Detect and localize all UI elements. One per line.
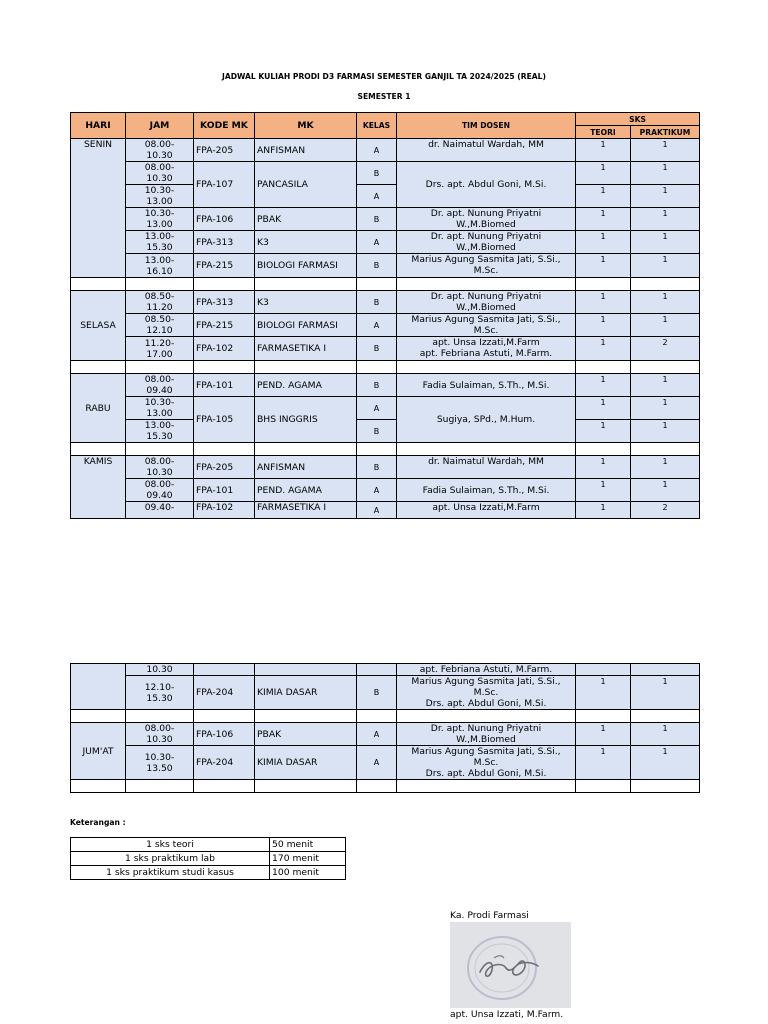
mk-cell: PEND. AGAMA (255, 374, 357, 397)
teori-cell: 1 (576, 502, 631, 519)
praktikum-cell (631, 664, 700, 676)
mk-cell: PBAK (255, 723, 357, 746)
teori-cell (576, 664, 631, 676)
spacer-row (71, 443, 700, 456)
kelas-cell: A (357, 502, 397, 519)
praktikum-cell: 1 (631, 231, 700, 254)
jam-cell: 12.10- 15.30 (126, 676, 194, 710)
praktikum-cell: 2 (631, 502, 700, 519)
signature-name: apt. Unsa Izzati, M.Farm. (450, 1009, 564, 1020)
kelas-cell: A (357, 231, 397, 254)
jam-cell: 10.30- 13.00 (126, 397, 194, 420)
jam-cell: 13.00- 15.30 (126, 231, 194, 254)
table-row (71, 456, 700, 479)
keterangan-value: 100 menit (270, 866, 346, 880)
table-row (71, 420, 700, 443)
teori-cell: 1 (576, 291, 631, 314)
header-kode-mk: KODE MK (194, 113, 255, 139)
jam-cell: 10.30- 13.00 (126, 185, 194, 208)
praktikum-cell: 1 (631, 139, 700, 162)
kelas-cell: B (357, 162, 397, 185)
header-mk: MK (255, 113, 357, 139)
kelas-cell: A (357, 479, 397, 502)
table-row (71, 746, 700, 780)
teori-cell: 1 (576, 314, 631, 337)
table-row (71, 254, 700, 278)
jam-cell: 08.00- 09.40 (126, 479, 194, 502)
dosen-cell: Dr. apt. Nunung Priyatni W.,M.Biomed (397, 723, 576, 746)
mk-cell: K3 (255, 291, 357, 314)
praktikum-cell: 1 (631, 254, 700, 278)
praktikum-cell: 1 (631, 420, 700, 443)
mk-cell: FARMASETIKA I (255, 502, 357, 519)
teori-cell: 1 (576, 374, 631, 397)
dosen-cell: Marius Agung Sasmita Jati, S.Si., M.Sc. Drs. apt. Abdul Goni, M.Si. (397, 746, 576, 780)
praktikum-cell: 1 (631, 185, 700, 208)
mk-cell: BHS INGGRIS (255, 397, 357, 443)
day-cell-kamis-cont (71, 664, 126, 710)
dosen-cell: Dr. apt. Nunung Priyatni W.,M.Biomed (397, 231, 576, 254)
mk-cell: FARMASETIKA I (255, 337, 357, 361)
dosen-cell: apt. Febriana Astuti, M.Farm. (397, 664, 576, 676)
jam-cell: 08.00- 10.30 (126, 723, 194, 746)
teori-cell: 1 (576, 676, 631, 710)
kode-cell: FPA-106 (194, 723, 255, 746)
kode-cell: FPA-205 (194, 139, 255, 162)
mk-cell (255, 664, 357, 676)
day-cell-kamis: KAMIS (71, 456, 126, 519)
dosen-cell: apt. Unsa Izzati,M.Farm (397, 502, 576, 519)
kode-cell: FPA-204 (194, 676, 255, 710)
kelas-cell (357, 664, 397, 676)
header-teori: TEORI (576, 126, 631, 139)
jam-cell: 11.20- 17.00 (126, 337, 194, 361)
spacer-row (71, 278, 700, 291)
kode-cell: FPA-106 (194, 208, 255, 231)
kelas-cell: B (357, 291, 397, 314)
dosen-cell: Marius Agung Sasmita Jati, S.Si., M.Sc. Drs. apt. Abdul Goni, M.Si. (397, 676, 576, 710)
jam-cell: 08.00- 10.30 (126, 456, 194, 479)
table-row (71, 185, 700, 208)
jam-cell: 08.50- 11.20 (126, 291, 194, 314)
table-row (71, 162, 700, 185)
page-title: JADWAL KULIAH PRODI D3 FARMASI SEMESTER GANJIL TA 2024/2025 (REAL) (222, 72, 546, 81)
jam-cell: 08.00- 09.40 (126, 374, 194, 397)
teori-cell: 1 (576, 185, 631, 208)
mk-cell: BIOLOGI FARMASI (255, 254, 357, 278)
header-hari: HARI (71, 113, 126, 139)
schedule-table (70, 112, 700, 519)
table-row (71, 374, 700, 397)
dosen-cell: Fadia Sulaiman, S.Th., M.Si. (397, 374, 576, 397)
keterangan-table (70, 837, 346, 880)
kode-cell: FPA-102 (194, 502, 255, 519)
mk-cell: BIOLOGI FARMASI (255, 314, 357, 337)
table-row (71, 397, 700, 420)
teori-cell: 1 (576, 231, 631, 254)
teori-cell: 1 (576, 139, 631, 162)
dosen-cell: dr. Naimatul Wardah, MM (397, 139, 576, 162)
kode-cell (194, 664, 255, 676)
header-praktikum: PRAKTIKUM (631, 126, 700, 139)
praktikum-cell: 1 (631, 208, 700, 231)
table-row (71, 337, 700, 361)
keterangan-value: 170 menit (270, 852, 346, 866)
kode-cell: FPA-313 (194, 231, 255, 254)
day-cell-jumat: JUM'AT (71, 723, 126, 780)
kelas-cell: B (357, 420, 397, 443)
praktikum-cell: 1 (631, 374, 700, 397)
kelas-cell: B (357, 254, 397, 278)
table-row (71, 291, 700, 314)
teori-cell: 1 (576, 208, 631, 231)
kelas-cell: A (357, 397, 397, 420)
dosen-cell: Marius Agung Sasmita Jati, S.Si., M.Sc. (397, 254, 576, 278)
jam-cell: 08.00- 10.30 (126, 139, 194, 162)
teori-cell: 1 (576, 746, 631, 780)
praktikum-cell: 1 (631, 456, 700, 479)
teori-cell: 1 (576, 162, 631, 185)
jam-cell: 08.50- 12.10 (126, 314, 194, 337)
table-row (71, 723, 700, 746)
mk-cell: PBAK (255, 208, 357, 231)
keterangan-item: 1 sks teori (71, 838, 270, 852)
mk-cell: PEND. AGAMA (255, 479, 357, 502)
teori-cell: 1 (576, 420, 631, 443)
praktikum-cell: 1 (631, 676, 700, 710)
mk-cell: ANFISMAN (255, 139, 357, 162)
praktikum-cell: 1 (631, 397, 700, 420)
keterangan-item: 1 sks praktikum lab (71, 852, 270, 866)
table-row (71, 479, 700, 502)
dosen-cell: Drs. apt. Abdul Goni, M.Si. (397, 162, 576, 208)
teori-cell: 1 (576, 456, 631, 479)
dosen-cell: Marius Agung Sasmita Jati, S.Si., M.Sc. (397, 314, 576, 337)
mk-cell: KIMIA DASAR (255, 676, 357, 710)
teori-cell: 1 (576, 254, 631, 278)
day-cell-senin: SENIN (71, 139, 126, 278)
kode-cell: FPA-107 (194, 162, 255, 208)
table-row (71, 664, 700, 676)
kelas-cell: B (357, 374, 397, 397)
teori-cell: 1 (576, 479, 631, 502)
mk-cell: ANFISMAN (255, 456, 357, 479)
kode-cell: FPA-105 (194, 397, 255, 443)
signature-title: Ka. Prodi Farmasi (450, 910, 529, 921)
kelas-cell: A (357, 746, 397, 780)
header-sks: SKS (576, 113, 700, 126)
jam-cell: 10.30- 13.00 (126, 208, 194, 231)
day-cell-selasa: SELASA (71, 291, 126, 361)
dosen-cell: Dr. apt. Nunung Priyatni W.,M.Biomed (397, 208, 576, 231)
dosen-cell: dr. Naimatul Wardah, MM (397, 456, 576, 479)
schedule-table-continued (70, 663, 700, 793)
jam-cell: 13.00- 16.10 (126, 254, 194, 278)
dosen-cell: Dr. apt. Nunung Priyatni W.,M.Biomed (397, 291, 576, 314)
kode-cell: FPA-101 (194, 374, 255, 397)
kode-cell: FPA-101 (194, 479, 255, 502)
semester-label: SEMESTER 1 (357, 92, 411, 101)
jam-cell: 10.30- 13.50 (126, 746, 194, 780)
kelas-cell: B (357, 337, 397, 361)
header-tim-dosen: TIM DOSEN (397, 113, 576, 139)
keterangan-label: Keterangan : (70, 818, 126, 827)
praktikum-cell: 1 (631, 314, 700, 337)
header-kelas: KELAS (357, 113, 397, 139)
dosen-cell: Fadia Sulaiman, S.Th., M.Si. (397, 479, 576, 502)
praktikum-cell: 1 (631, 723, 700, 746)
kode-cell: FPA-215 (194, 314, 255, 337)
jam-cell: 08.00- 10.30 (126, 162, 194, 185)
kode-cell: FPA-205 (194, 456, 255, 479)
keterangan-value: 50 menit (270, 838, 346, 852)
praktikum-cell: 2 (631, 337, 700, 361)
spacer-row (71, 361, 700, 374)
kode-cell: FPA-215 (194, 254, 255, 278)
jam-cell: 13.00- 15.30 (126, 420, 194, 443)
kode-cell: FPA-204 (194, 746, 255, 780)
kode-cell: FPA-102 (194, 337, 255, 361)
praktikum-cell: 1 (631, 162, 700, 185)
table-row (71, 231, 700, 254)
teori-cell: 1 (576, 397, 631, 420)
kelas-cell: B (357, 676, 397, 710)
keterangan-row (71, 838, 346, 852)
mk-cell: PANCASILA (255, 162, 357, 208)
kelas-cell: A (357, 314, 397, 337)
kelas-cell: B (357, 456, 397, 479)
kelas-cell: A (357, 723, 397, 746)
table-row (71, 139, 700, 162)
praktikum-cell: 1 (631, 291, 700, 314)
table-row (71, 676, 700, 710)
jam-cell: 09.40- (126, 502, 194, 519)
jam-cell: 10.30 (126, 664, 194, 676)
spacer-row (71, 710, 700, 723)
day-cell-rabu: RABU (71, 374, 126, 443)
dosen-cell: Sugiya, SPd., M.Hum. (397, 397, 576, 443)
table-row (71, 502, 700, 519)
kelas-cell: A (357, 139, 397, 162)
kelas-cell: B (357, 208, 397, 231)
keterangan-item: 1 sks praktikum studi kasus (71, 866, 270, 880)
teori-cell: 1 (576, 337, 631, 361)
keterangan-row (71, 852, 346, 866)
header-jam: JAM (126, 113, 194, 139)
signature-stamp-image (450, 922, 571, 1008)
table-row (71, 314, 700, 337)
dosen-cell: apt. Unsa Izzati,M.Farm apt. Febriana Astuti, M.Farm. (397, 337, 576, 361)
praktikum-cell: 1 (631, 479, 700, 502)
mk-cell: K3 (255, 231, 357, 254)
praktikum-cell: 1 (631, 746, 700, 780)
teori-cell: 1 (576, 723, 631, 746)
kelas-cell: A (357, 185, 397, 208)
spacer-row (71, 780, 700, 793)
kode-cell: FPA-313 (194, 291, 255, 314)
keterangan-row (71, 866, 346, 880)
table-row (71, 208, 700, 231)
mk-cell: KIMIA DASAR (255, 746, 357, 780)
